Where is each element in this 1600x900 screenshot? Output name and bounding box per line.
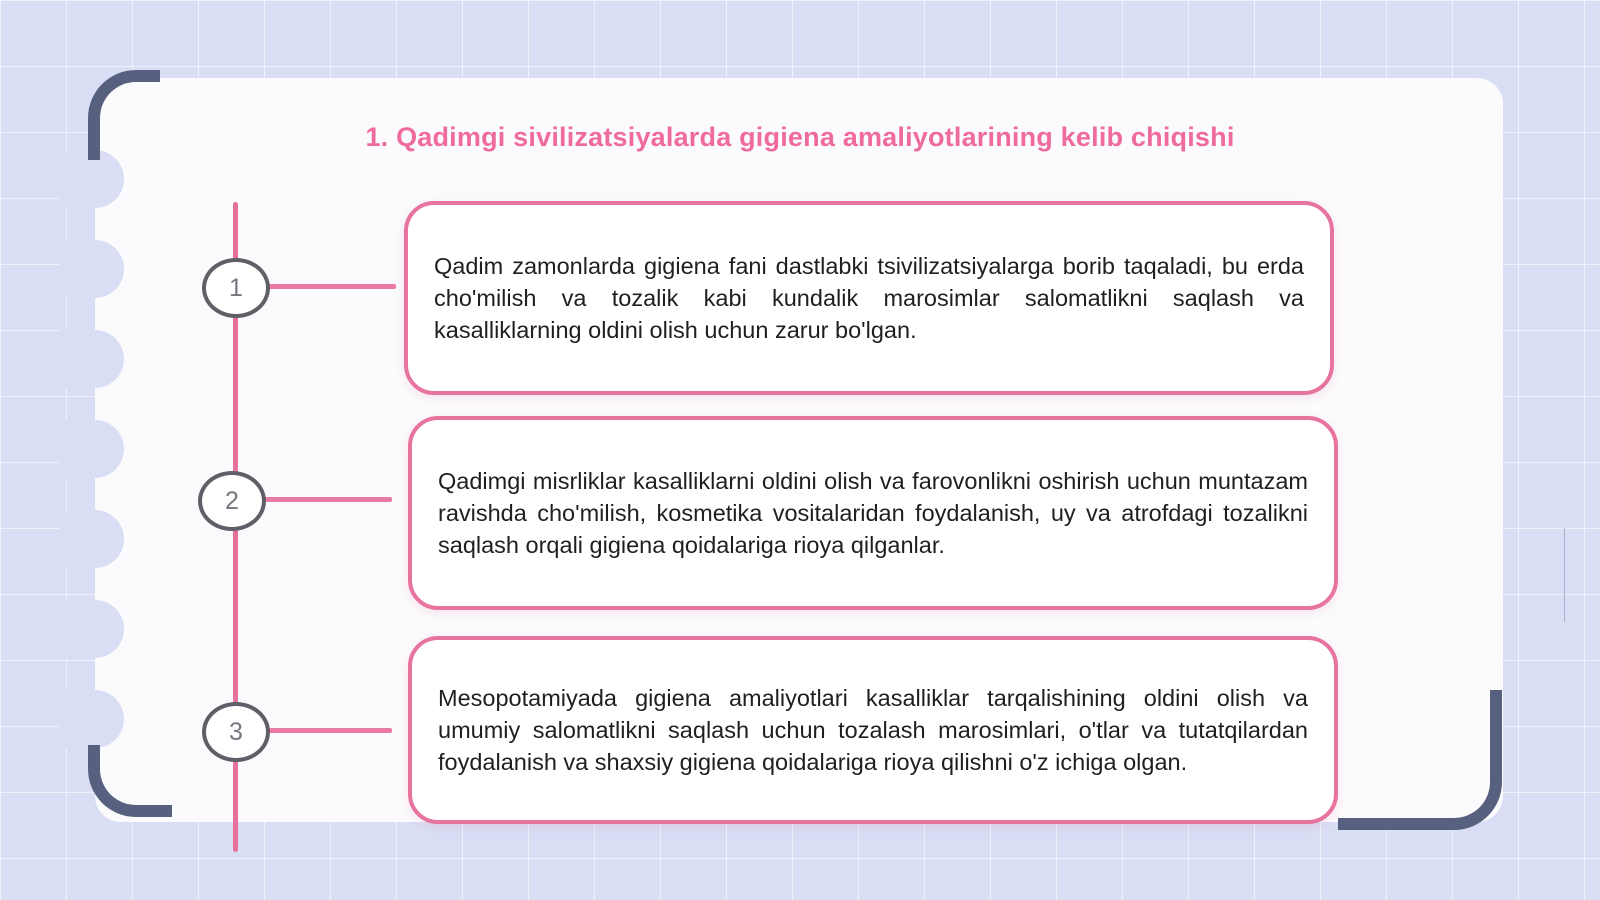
notebook-scallop xyxy=(60,690,124,748)
notebook-scallop xyxy=(60,420,124,478)
notebook-scallop xyxy=(60,510,124,568)
notebook-scallop xyxy=(60,240,124,298)
step-number-1: 1 xyxy=(202,258,270,318)
notebook-scallop xyxy=(60,330,124,388)
step-text: Qadim zamonlarda gigiena fani dastlabki tsivilizatsiyalarga borib taqaladi, bu erda cho'milish va tozalik kabi kundalik marosimlar salomatlikni saqlash va kasalliklarning oldini olish uchun zarur bo'lgan. xyxy=(434,253,1304,343)
decorative-line xyxy=(1564,528,1565,622)
timeline-connector-3 xyxy=(266,728,392,733)
step-text: Mesopotamiyada gigiena amaliyotlari kasalliklar tarqalishining oldini olish va umumiy salomatlikni saqlash uchun tozalash marosimlari, o'tlar va tutatqilardan foydalanish va shaxsiy gigiena qoidalariga rioya qilishni o'z ichiga olgan. xyxy=(438,685,1308,775)
frame-corner-bottom-right xyxy=(1338,690,1502,830)
step-card-3 xyxy=(408,636,1338,824)
frame-corner-top-left xyxy=(88,70,160,160)
notebook-scallop xyxy=(60,600,124,658)
timeline-connector-2 xyxy=(262,497,392,502)
step-number-3: 3 xyxy=(202,702,270,762)
slide-title: 1. Qadimgi sivilizatsiyalarda gigiena amaliyotlarining kelib chiqishi xyxy=(365,122,1235,152)
step-card-1 xyxy=(404,201,1334,395)
step-number-2: 2 xyxy=(198,471,266,531)
step-card-2 xyxy=(408,416,1338,610)
step-text: Qadimgi misrliklar kasalliklarni oldini olish va farovonlikni oshirish uchun muntazam ravishda cho'milish, kosmetika vositalaridan foydalanish, uy va atrofdagi tozalikni saqlash orqali gigiena qoidalariga rioya qilganlar. xyxy=(438,468,1308,558)
timeline-connector-1 xyxy=(266,284,396,289)
